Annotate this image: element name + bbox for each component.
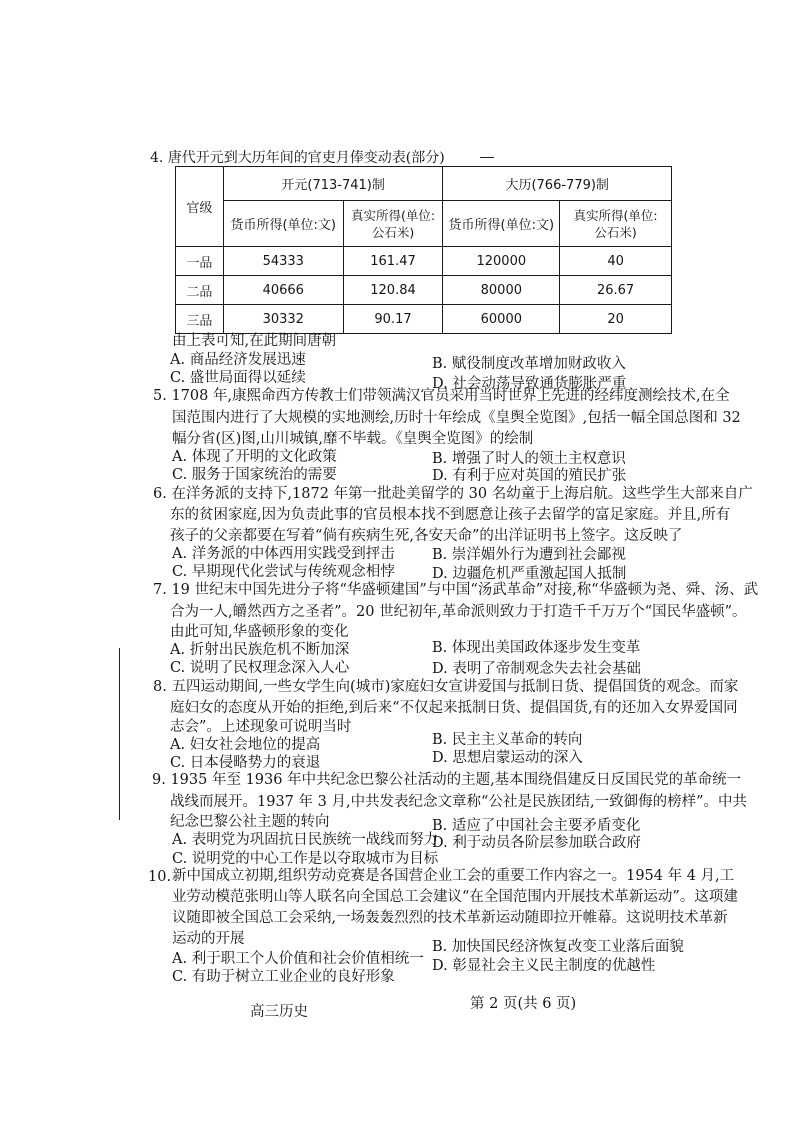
salary-table — [175, 166, 672, 334]
q4-option-d: D. 社会动荡导致通货膨胀严重 — [432, 376, 627, 392]
q6-option-d: D. 边疆危机严重激起国人抵制 — [432, 566, 627, 582]
q9-option-c: C. 说明党的中心工作是以夺取城市为目标 — [172, 851, 439, 867]
q6-option-c: C. 早期现代化尝试与传统观念相悖 — [172, 564, 395, 580]
q9-option-a: A. 表明党为巩固抗日民族统一战线而努力 — [172, 832, 439, 848]
table-row — [176, 247, 672, 276]
q4-option-c: C. 盛世局面得以延续 — [170, 370, 306, 386]
q5-option-a: A. 体现了开明的文化政策 — [172, 449, 337, 465]
header-dali-money: 货币所得(单位:文) — [443, 201, 560, 247]
q10-option-b: B. 加快国民经济恢复改变工业落后面貌 — [432, 939, 684, 955]
q6-line-2: 东的贫困家庭,因为负责此事的官员根本找不到愿意让孩子去留学的富足家庭。并且,所有 — [170, 507, 731, 523]
kaiyuan-money-cell: 40666 — [223, 276, 343, 305]
q8-line-2: 庭妇女的态度从开始的拒绝,到后来“不仅起来抵制日货、提倡国货,有的还加入女界爱国同 — [170, 700, 738, 716]
table-row — [176, 276, 672, 305]
q5-option-d: D. 有利于应对英国的殖民扩张 — [432, 468, 627, 484]
q4-stem: 由上表可知,在此期间唐朝 — [172, 333, 337, 349]
header-kaiyuan-money: 货币所得(单位:文) — [223, 201, 343, 247]
q5-option-c: C. 服务于国家统治的需要 — [172, 467, 337, 483]
rank-cell: 二品 — [176, 276, 224, 305]
dali-money-cell: 60000 — [443, 305, 560, 334]
q7-line-2: 合为一人,皭然西方之圣者”。20 世纪初年,革命派则致力于打造千千万万个“国民华盛顿”。 — [170, 604, 747, 620]
table-row — [176, 305, 672, 334]
q10-number: 10. — [148, 869, 172, 885]
q7-line-3: 由此可知,华盛顿形象的变化 — [170, 624, 349, 640]
q9-option-d: D. 利于动员各阶层参加联合政府 — [432, 835, 641, 851]
q10-line-4: 运动的开展 — [172, 931, 245, 947]
header-kaiyuan-real — [343, 201, 443, 247]
q4-title: 4. 唐代开元到大历年间的官吏月俸变动表(部分) — [150, 150, 445, 166]
dali-real-cell: 20 — [560, 305, 672, 334]
kaiyuan-real-cell: 90.17 — [343, 305, 443, 334]
q8-option-a: A. 妇女社会地位的提高 — [170, 737, 321, 753]
q10-line-3: 议随即被全国总工会采纳,一场轰轰烈烈的技术革新运动随即拉开帷幕。这说明技术革新 — [172, 910, 728, 926]
q8-line-1: 8. 五四运动期间,一些女学生向(城市)家庭妇女宣讲爱国与抵制日货、提倡国货的观念。而家 — [153, 679, 739, 695]
q7-option-d: D. 表明了帝制观念失去社会基础 — [432, 661, 641, 677]
dali-money-cell: 120000 — [443, 247, 560, 276]
q9-line-3: 纪念巴黎公社主题的转向 — [170, 814, 330, 830]
q4-option-a: A. 商品经济发展迅速 — [170, 352, 306, 368]
q5-line-3: 幅分省(区)图,山川城镇,靡不毕载。《皇舆全览图》的绘制 — [172, 431, 534, 447]
q5-line-1: 5. 1708 年,康熙命西方传教士们带领满汉官员采用当时世界上先进的经纬度测绘技术,在全 — [153, 388, 730, 404]
header-dali-real — [560, 201, 672, 247]
kaiyuan-money-cell: 54333 — [223, 247, 343, 276]
q8-option-c: C. 日本侵略势力的衰退 — [170, 755, 321, 771]
q10-line-2: 业劳动模范张明山等人联名向全国总工会建议“在全国范围内开展技术革新运动”。这项建 — [172, 889, 738, 905]
q7-line-1: 7. 19 世纪末中国先进分子将“华盛顿建国”与中国“汤武革命”对接,称“华盛顿为尧、舜、汤、武 — [153, 582, 759, 598]
rank-cell: 一品 — [176, 247, 224, 276]
header-real-line1: 真实所得(单位: — [350, 207, 436, 223]
q7-option-a: A. 折射出民族危机不断加深 — [170, 642, 350, 658]
dali-real-cell: 26.67 — [560, 276, 672, 305]
q10-option-a: A. 利于职工个人价值和社会价值相统一 — [172, 951, 424, 967]
q5-option-b: B. 增强了时人的领土主权意识 — [432, 451, 626, 467]
q6-option-a: A. 洋务派的中体西用实践受到抨击 — [172, 546, 395, 562]
rank-cell: 三品 — [176, 305, 224, 334]
dali-real-cell: 40 — [560, 247, 672, 276]
q10-option-d: D. 彰显社会主义民主制度的优越性 — [432, 958, 656, 974]
header-kaiyuan: 开元(713-741)制 — [223, 167, 443, 201]
q10-line-1: 新中国成立初期,组织劳动竞赛是各国营企业工会的重要工作内容之一。1954 年 4 月,工 — [172, 868, 735, 884]
q8-option-d: D. 思想启蒙运动的深入 — [432, 750, 583, 766]
q6-line-1: 6. 在洋务派的支持下,1872 年第一批赴美留学的 30 名幼童于上海启航。这些学生大部来自广 — [153, 486, 753, 502]
kaiyuan-real-cell: 120.84 — [343, 276, 443, 305]
dali-money-cell: 80000 — [443, 276, 560, 305]
q6-line-3: 孩子的父亲都要在写着“倘有疾病生死,各安天命”的出洋证明书上签字。这反映了 — [170, 528, 683, 544]
kaiyuan-real-cell: 161.47 — [343, 247, 443, 276]
q6-option-b: B. 崇洋媚外行为遭到社会鄙视 — [432, 547, 626, 563]
q7-option-b: B. 体现出美国政体逐步发生变革 — [432, 640, 641, 656]
footer-page-number: 第 2 页(共 6 页) — [470, 996, 577, 1012]
kaiyuan-money-cell: 30332 — [223, 305, 343, 334]
q8-option-b: B. 民主主义革命的转向 — [432, 732, 583, 748]
margin-line — [119, 648, 120, 820]
header-real-line1: 真实所得(单位: — [573, 207, 658, 223]
header-rank: 官级 — [176, 167, 224, 247]
header-real-line2: 公石米) — [371, 224, 415, 240]
header-real-line2: 公石米) — [594, 224, 637, 240]
header-dali: 大历(766-779)制 — [443, 167, 672, 201]
q9-line-1: 9. 1935 年至 1936 年中共纪念巴黎公社活动的主题,基本围绕倡建反日反国民党的革命统一 — [152, 772, 742, 788]
q10-option-c: C. 有助于树立工业企业的良好形象 — [172, 969, 395, 985]
q9-option-b: B. 适应了中国社会主要矛盾变化 — [432, 818, 641, 834]
q8-line-3: 志会”。上述现象可说明当时 — [170, 719, 352, 735]
q7-option-c: C. 说明了民权理念深入人心 — [170, 660, 350, 676]
footer-subject: 高三历史 — [250, 1004, 308, 1020]
stray-mark — [480, 157, 494, 158]
q9-line-2: 战线而展开。1937 年 3 月,中共发表纪念文章称“公社是民族团结,一致御侮的榜样”。中共 — [170, 794, 747, 810]
q5-line-2: 国范围内进行了大规模的实地测绘,历时十年绘成《皇舆全览图》,包括一幅全国总图和 32 — [172, 410, 741, 426]
q4-option-b: B. 赋役制度改革增加财政收入 — [432, 356, 626, 372]
